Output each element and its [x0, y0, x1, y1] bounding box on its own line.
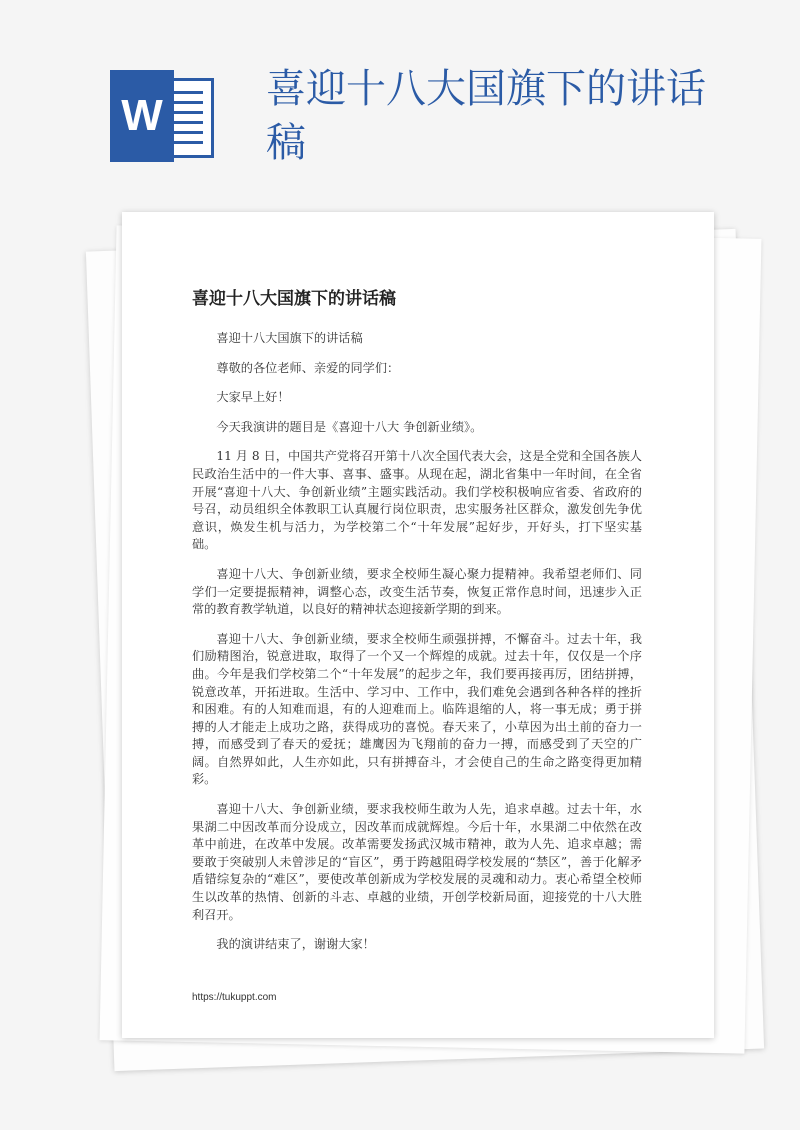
greeting-line: 大家早上好！ [216, 390, 290, 405]
topic-line: 今天我演讲的题目是《喜迎十八大 争创新业绩》。 [216, 419, 483, 434]
closing-line: 我的演讲结束了，谢谢大家！ [216, 937, 375, 952]
document-heading: 喜迎十八大国旗下的讲话稿 [192, 289, 396, 309]
document-body [192, 330, 642, 966]
body-paragraph: 喜迎十八大、争创新业绩，要求我校师生敢为人先，追求卓越。过去十年，水果湖二中因改革而分设成立，因改革而成就辉煌。今后十年，水果湖二中依然在改革中前进，在改革中发展。改革需要发扬武汉城市精神，敢为人先、追求卓越；需要敢于突破别人未曾涉足的“盲区”，勇于跨越阻碍学校发展的“禁区”，善于化解矛盾错综复杂的“难区”，要使改革创新成为学校发展的灵魂和动力。衷心希望全校师生以改革的热情、创新的斗志、卓越的业绩，开创学校新局面，迎接党的十八大胜利召开。 [192, 802, 642, 922]
body-paragraph: 11 月 8 日，中国共产党将召开第十八次全国代表大会，这是全党和全国各族人民政治生活中的一件大事、喜事、盛事。从现在起，湖北省集中一年时间，在全省开展“喜迎十八大、争创新业绩”主题实践活动。我们学校积极响应省委、省政府的号召，动员组织全体教职工认真履行岗位职责，忠实服务社区群众，激发创先争优意识，焕发生机与活力，为学校第二个“十年发展”起好步，开好头，打下坚实基础。 [192, 449, 642, 552]
document-page [122, 212, 714, 1038]
footer-url: https://tukuppt.com [192, 992, 277, 1003]
word-letter-tile: W [110, 70, 174, 162]
body-paragraph: 喜迎十八大、争创新业绩，要求全校师生顽强拼搏，不懈奋斗。过去十年，我们励精图治，锐意进取，取得了一个又一个辉煌的成就。过去十年，仅仅是一个序曲。今年是我们学校第二个“十年发展”的起步之年，我们要再接再厉，团结拼搏，锐意改革，开拓进取。生活中、学习中、工作中，我们难免会遇到各种各样的挫折和困难。有的人知难而退，有的人迎难而上。临阵退缩的人，将一事无成；勇于拼搏的人才能走上成功之路，获得成功的喜悦。春天来了，小草因为出土前的奋力一搏，而感受到了春天的爱抚；雄鹰因为飞翔前的奋力一搏，而感受到了天空的广阔。自然界如此，人生亦如此，只有拼搏奋斗，才会使自己的生命之路变得更加精彩。 [192, 631, 642, 787]
salutation-line: 尊敬的各位老师、亲爱的同学们： [216, 360, 400, 375]
word-document-icon [110, 70, 214, 162]
page-title: 喜迎十八大国旗下的讲话稿 [266, 66, 706, 166]
intro-line: 喜迎十八大国旗下的讲话稿 [216, 331, 363, 345]
body-paragraph: 喜迎十八大、争创新业绩，要求全校师生凝心聚力提精神。我希望老师们、同学们一定要提振精神，调整心态，改变生活节奏，恢复正常作息时间，迅速步入正常的教育教学轨道，以良好的精神状态迎接新学期的到来。 [192, 566, 642, 617]
